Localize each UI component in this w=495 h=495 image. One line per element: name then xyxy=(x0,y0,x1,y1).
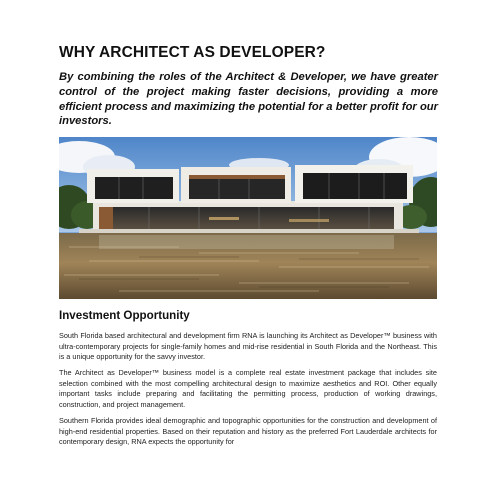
paragraph-intro: South Florida based architectural and development firm RNA is launching its Architect as Developer™ business with ultra-contemporary projects for single-family homes and mid-rise residential in South Florida and the Northeast. This is a unique opportunity for the savvy investor. xyxy=(59,331,437,362)
page-title: WHY ARCHITECT AS DEVELOPER? xyxy=(59,44,326,61)
hero-house-photo xyxy=(59,137,437,299)
section-heading-investment: Investment Opportunity xyxy=(59,309,190,322)
paragraph-business-model: The Architect as Developer™ business model is a complete real estate investment package that includes site selection combined with the most compelling architectural design to maximize aesthetics and ROI. Other equally important tasks include preparing and facilitating the permitting process, production of working drawings, construction, and project management. xyxy=(59,368,437,409)
modern-house-photo-icon xyxy=(59,137,437,299)
lead-statement: By combining the roles of the Architect & Developer, we have greater control of the project making faster decisions, providing a more efficient process and maximizing the potential for a better profit for our investors. xyxy=(59,71,438,128)
paragraph-southern-florida: Southern Florida provides ideal demographic and topographic opportunities for the construction and development of high-end residential properties. Based on their reputation and history as the preferred Fort Lauderdale architects for contemporary design, RNA expects the opportunity for xyxy=(59,416,437,447)
